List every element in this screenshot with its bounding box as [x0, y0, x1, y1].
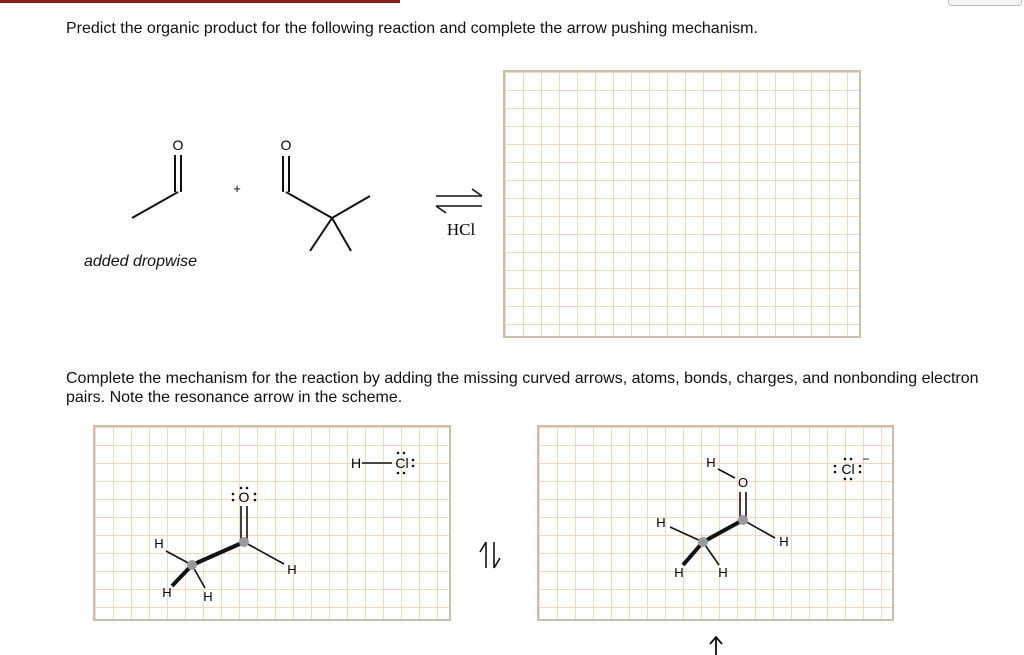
- chloride-charge: −: [862, 452, 870, 466]
- dropwise-note: added dropwise: [84, 253, 197, 270]
- right-h-4: H: [779, 534, 789, 549]
- left-h-4: H: [287, 562, 297, 577]
- left-h-2: H: [162, 585, 172, 600]
- question-prompt: Predict the organic product for the following reaction and complete the arrow pushing mechanism.: [66, 20, 758, 37]
- reagent-label: HCl: [446, 220, 476, 239]
- reactant2-oxygen: O: [280, 137, 292, 153]
- protonated-acetaldehyde-3d: [656, 455, 788, 580]
- mechanism-prompt: Complete the mechanism for the reaction by adding the missing curved arrows, atoms, bonds, charges, and nonbonding electron pairs. Note the resonance arrow in the scheme.: [66, 370, 979, 406]
- protonated-oxygen: O: [737, 475, 749, 490]
- reactant1-oxygen: O: [172, 137, 184, 153]
- plus-sign: +: [233, 181, 241, 196]
- hydroxyl-hydrogen: H: [706, 455, 716, 470]
- resonance-arrow: [480, 542, 500, 568]
- hcl-hydrogen: H: [350, 455, 362, 471]
- chloride-anion: [834, 452, 870, 480]
- right-h-2: H: [674, 565, 684, 580]
- left-h-3: H: [203, 589, 213, 604]
- carbonyl-oxygen: O: [238, 489, 250, 505]
- hcl-chlorine: Cl: [395, 455, 409, 471]
- right-h-1: H: [656, 515, 666, 530]
- reactant-acetaldehyde: [132, 155, 181, 218]
- h-cl-molecule: [351, 452, 414, 475]
- equilibrium-arrow: [436, 189, 482, 213]
- up-arrow-icon: [710, 637, 722, 655]
- left-h-1: H: [154, 536, 164, 551]
- acetaldehyde-3d: [154, 487, 296, 604]
- reactant-pinacolone: [283, 156, 370, 251]
- chloride-symbol: Cl: [841, 461, 855, 477]
- right-h-3: H: [718, 565, 728, 580]
